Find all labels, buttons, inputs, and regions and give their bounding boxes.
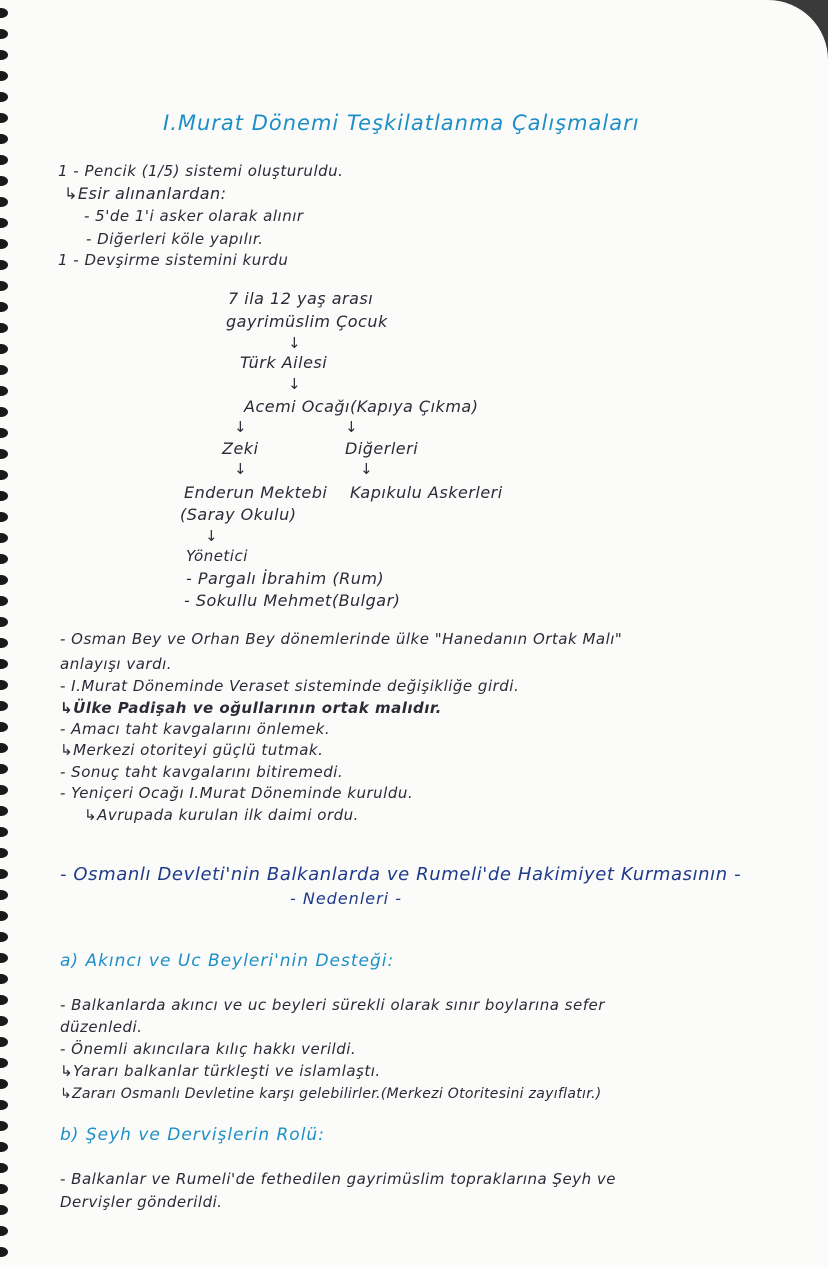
- spiral-ring: [0, 575, 8, 585]
- spiral-ring: [0, 596, 8, 606]
- spiral-ring: [0, 239, 8, 249]
- spiral-ring: [0, 533, 8, 543]
- note-line: - 5'de 1'i asker olarak alınır: [84, 207, 304, 225]
- spiral-ring: [0, 1184, 8, 1194]
- spiral-ring: [0, 848, 8, 858]
- note-line: ↳Zararı Osmanlı Devletine karşı gelebilirler.(Merkezi Otoritesini zayıflatır.): [60, 1086, 602, 1102]
- note-line: 1 - Pencik (1/5) sistemi oluşturuldu.: [58, 162, 344, 180]
- spiral-ring: [0, 407, 8, 417]
- note-line: ↳Yararı balkanlar türkleşti ve islamlaştı.: [60, 1062, 381, 1080]
- spiral-ring: [0, 428, 8, 438]
- note-line: - Amacı taht kavgalarını önlemek.: [60, 720, 331, 738]
- spiral-ring: [0, 8, 8, 18]
- spiral-ring: [0, 974, 8, 984]
- spiral-ring: [0, 827, 8, 837]
- spiral-ring: [0, 617, 8, 627]
- spiral-ring: [0, 1163, 8, 1173]
- diagram-node-enderun: Enderun Mektebi: [184, 483, 328, 502]
- section-heading: - Osmanlı Devleti'nin Balkanlarda ve Rumeli'de Hakimiyet Kurmasının -: [60, 864, 742, 885]
- spiral-ring: [0, 554, 8, 564]
- diagram-node-smart: Zeki: [222, 439, 259, 458]
- spiral-binding: [0, 0, 14, 1267]
- arrow: ↓: [234, 460, 248, 478]
- spiral-ring: [0, 386, 8, 396]
- diagram-node-yonetici: Yönetici: [186, 547, 248, 565]
- note-line: - Yeniçeri Ocağı I.Murat Döneminde kuruldu.: [60, 784, 414, 802]
- note-line: ↳Merkezi otoriteyi güçlü tutmak.: [60, 741, 324, 759]
- diagram-node-others: Diğerleri: [345, 439, 419, 458]
- spiral-ring: [0, 281, 8, 291]
- note-line: - Önemli akıncılara kılıç hakkı verildi.: [60, 1040, 357, 1058]
- spiral-ring: [0, 764, 8, 774]
- spiral-ring: [0, 701, 8, 711]
- spiral-ring: [0, 71, 8, 81]
- note-line: - Balkanlarda akıncı ve uc beyleri sürekli olarak sınır boylarına sefer: [60, 996, 605, 1014]
- spiral-ring: [0, 1226, 8, 1236]
- spiral-ring: [0, 785, 8, 795]
- spiral-ring: [0, 512, 8, 522]
- spiral-ring: [0, 743, 8, 753]
- diagram-node-kapikulu: Kapıkulu Askerleri: [350, 483, 503, 502]
- spiral-ring: [0, 218, 8, 228]
- note-line: - I.Murat Döneminde Veraset sisteminde değişikliğe girdi.: [60, 677, 520, 695]
- diagram-node-acemi: Acemi Ocağı(Kapıya Çıkma): [244, 397, 479, 416]
- arrow: ↓: [234, 418, 248, 436]
- spiral-ring: [0, 1247, 8, 1257]
- spiral-ring: [0, 638, 8, 648]
- spiral-ring: [0, 50, 8, 60]
- spiral-ring: [0, 932, 8, 942]
- arrow: ↓: [288, 334, 302, 352]
- spiral-ring: [0, 302, 8, 312]
- arrow: ↓: [345, 418, 359, 436]
- section-heading-sub: - Nedenleri -: [290, 889, 402, 908]
- note-line: - Balkanlar ve Rumeli'de fethedilen gayrimüslim topraklarına Şeyh ve: [60, 1170, 616, 1188]
- spiral-ring: [0, 113, 8, 123]
- spiral-ring: [0, 1058, 8, 1068]
- spiral-ring: [0, 806, 8, 816]
- note-line: ↳Avrupada kurulan ilk daimi ordu.: [84, 806, 359, 824]
- note-line: ↳Ülke Padişah ve oğullarının ortak malıdır.: [60, 699, 442, 717]
- spiral-ring: [0, 1016, 8, 1026]
- spiral-ring: [0, 659, 8, 669]
- note-line: - Osman Bey ve Orhan Bey dönemlerinde ülke "Hanedanın Ortak Malı": [60, 630, 623, 648]
- spiral-ring: [0, 680, 8, 690]
- diagram-node-child: gayrimüslim Çocuk: [226, 312, 388, 331]
- note-line: anlayışı vardı.: [60, 655, 173, 673]
- spiral-ring: [0, 344, 8, 354]
- spiral-ring: [0, 1037, 8, 1047]
- spiral-ring: [0, 197, 8, 207]
- note-line: - Sonuç taht kavgalarını bitiremedi.: [60, 763, 344, 781]
- note-line: Dervişler gönderildi.: [60, 1193, 223, 1211]
- spiral-ring: [0, 470, 8, 480]
- arrow: ↓: [288, 375, 302, 393]
- spiral-ring: [0, 1100, 8, 1110]
- diagram-node-age: 7 ila 12 yaş arası: [228, 289, 374, 308]
- note-line: düzenledi.: [60, 1018, 143, 1036]
- spiral-ring: [0, 1121, 8, 1131]
- note-line: - Diğerleri köle yapılır.: [86, 230, 264, 248]
- spiral-ring: [0, 911, 8, 921]
- spiral-ring: [0, 134, 8, 144]
- subheading-a: a) Akıncı ve Uc Beyleri'nin Desteği:: [60, 951, 395, 971]
- arrow: ↓: [360, 460, 374, 478]
- spiral-ring: [0, 890, 8, 900]
- diagram-leaf-item: - Sokullu Mehmet(Bulgar): [184, 591, 401, 610]
- diagram-node-saray: (Saray Okulu): [180, 505, 297, 524]
- arrow: ↓: [205, 527, 219, 545]
- note-line: 1 - Devşirme sistemini kurdu: [58, 251, 289, 269]
- subheading-b: b) Şeyh ve Dervişlerin Rolü:: [60, 1125, 325, 1145]
- spiral-ring: [0, 260, 8, 270]
- diagram-node-family: Türk Ailesi: [240, 353, 328, 372]
- spiral-ring: [0, 155, 8, 165]
- spiral-ring: [0, 449, 8, 459]
- spiral-ring: [0, 1079, 8, 1089]
- note-line: ↳Esir alınanlardan:: [64, 184, 227, 203]
- spiral-ring: [0, 869, 8, 879]
- spiral-ring: [0, 491, 8, 501]
- spiral-ring: [0, 323, 8, 333]
- spiral-ring: [0, 176, 8, 186]
- spiral-ring: [0, 92, 8, 102]
- spiral-ring: [0, 953, 8, 963]
- page-title: I.Murat Dönemi Teşkilatlanma Çalışmaları: [163, 111, 640, 135]
- diagram-leaf-item: - Pargalı İbrahim (Rum): [186, 569, 385, 588]
- spiral-ring: [0, 29, 8, 39]
- spiral-ring: [0, 1205, 8, 1215]
- spiral-ring: [0, 1142, 8, 1152]
- spiral-ring: [0, 722, 8, 732]
- spiral-ring: [0, 365, 8, 375]
- spiral-ring: [0, 995, 8, 1005]
